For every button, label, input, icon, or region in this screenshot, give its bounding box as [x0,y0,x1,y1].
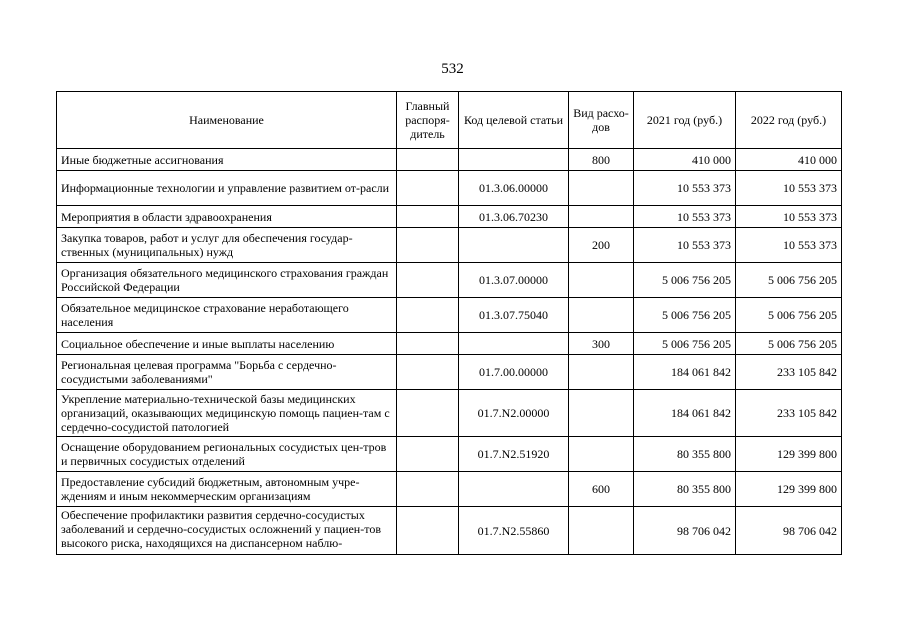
row-expense-type-cell: 800 [569,149,634,171]
row-expense-type-cell [569,263,634,298]
table-body [57,149,842,555]
table-row [57,228,842,263]
header-expense-type: Вид расхо-дов [569,92,634,149]
row-year-2022-cell: 233 105 842 [736,355,842,390]
row-chief-administrator-cell [397,171,459,206]
header-chief-administrator: Главный распоря-дитель [397,92,459,149]
row-expense-type-cell: 600 [569,472,634,507]
header-name: Наименование [57,92,397,149]
row-name-cell: Информационные технологии и управление развитием от-расли [57,171,397,206]
row-year-2022-cell: 129 399 800 [736,472,842,507]
row-year-2022-cell: 10 553 373 [736,228,842,263]
row-name-cell: Оснащение оборудованием региональных сосудистых цен-тров и первичных сосудистых отделений [57,437,397,472]
row-year-2021-cell: 184 061 842 [634,355,736,390]
row-target-code-cell: 01.3.07.00000 [459,263,569,298]
row-expense-type-cell [569,390,634,437]
row-name-cell: Предоставление субсидий бюджетным, автономным учре-ждениям и иным некоммерческим организациям [57,472,397,507]
table-row [57,472,842,507]
page-number: 532 [441,61,464,77]
row-chief-administrator-cell [397,206,459,228]
table-row [57,263,842,298]
row-chief-administrator-cell [397,437,459,472]
row-target-code-cell [459,228,569,263]
row-name-cell: Обеспечение профилактики развития сердечно-сосудистых заболеваний и сердечно-сосудистых осложнений у пациен-тов высокого риска, находящихся на диспансерном наблю- [57,507,397,555]
row-chief-administrator-cell [397,472,459,507]
row-year-2022-cell: 5 006 756 205 [736,298,842,333]
row-target-code-cell [459,149,569,171]
row-name-cell: Обязательное медицинское страхование неработающего населения [57,298,397,333]
header-target-code: Код целевой статьи [459,92,569,149]
row-expense-type-cell: 200 [569,228,634,263]
table-row [57,507,842,555]
row-expense-type-cell [569,298,634,333]
row-name-cell: Закупка товаров, работ и услуг для обеспечения государ-ственных (муниципальных) нужд [57,228,397,263]
row-chief-administrator-cell [397,228,459,263]
table-row [57,298,842,333]
table-row [57,437,842,472]
header-year-2021: 2021 год (руб.) [634,92,736,149]
row-year-2022-cell: 410 000 [736,149,842,171]
row-year-2022-cell: 5 006 756 205 [736,263,842,298]
row-chief-administrator-cell [397,149,459,171]
row-expense-type-cell [569,171,634,206]
row-target-code-cell: 01.7.00.00000 [459,355,569,390]
row-year-2021-cell: 5 006 756 205 [634,298,736,333]
budget-table [56,91,842,555]
row-expense-type-cell [569,206,634,228]
row-target-code-cell: 01.7.N2.00000 [459,390,569,437]
row-expense-type-cell [569,507,634,555]
row-target-code-cell: 01.7.N2.51920 [459,437,569,472]
row-target-code-cell: 01.3.06.70230 [459,206,569,228]
row-name-cell: Региональная целевая программа "Борьба с сердечно-сосудистыми заболеваниями" [57,355,397,390]
row-chief-administrator-cell [397,390,459,437]
row-name-cell: Социальное обеспечение и иные выплаты населению [57,333,397,355]
table-row [57,390,842,437]
row-expense-type-cell [569,437,634,472]
row-year-2021-cell: 5 006 756 205 [634,263,736,298]
row-year-2021-cell: 80 355 800 [634,472,736,507]
table-row [57,149,842,171]
row-year-2021-cell: 10 553 373 [634,206,736,228]
row-year-2021-cell: 184 061 842 [634,390,736,437]
table-row [57,206,842,228]
row-year-2021-cell: 410 000 [634,149,736,171]
row-year-2022-cell: 10 553 373 [736,171,842,206]
row-target-code-cell: 01.3.07.75040 [459,298,569,333]
table-row [57,171,842,206]
row-target-code-cell: 01.7.N2.55860 [459,507,569,555]
row-name-cell: Укрепление материально-технической базы медицинских организаций, оказывающих медицинскую помощь пациен-там с сердечно-сосудистой патологией [57,390,397,437]
table-row [57,355,842,390]
row-year-2021-cell: 80 355 800 [634,437,736,472]
row-year-2021-cell: 5 006 756 205 [634,333,736,355]
row-expense-type-cell: 300 [569,333,634,355]
row-chief-administrator-cell [397,507,459,555]
row-year-2022-cell: 233 105 842 [736,390,842,437]
row-expense-type-cell [569,355,634,390]
row-chief-administrator-cell [397,355,459,390]
row-year-2021-cell: 98 706 042 [634,507,736,555]
row-target-code-cell [459,333,569,355]
row-name-cell: Иные бюджетные ассигнования [57,149,397,171]
row-chief-administrator-cell [397,298,459,333]
table-row [57,333,842,355]
row-chief-administrator-cell [397,263,459,298]
row-target-code-cell [459,472,569,507]
row-year-2022-cell: 10 553 373 [736,206,842,228]
row-year-2022-cell: 5 006 756 205 [736,333,842,355]
row-name-cell: Мероприятия в области здравоохранения [57,206,397,228]
row-name-cell: Организация обязательного медицинского страхования граждан Российской Федерации [57,263,397,298]
row-year-2021-cell: 10 553 373 [634,171,736,206]
row-year-2022-cell: 98 706 042 [736,507,842,555]
header-year-2022: 2022 год (руб.) [736,92,842,149]
row-year-2022-cell: 129 399 800 [736,437,842,472]
row-year-2021-cell: 10 553 373 [634,228,736,263]
row-chief-administrator-cell [397,333,459,355]
row-target-code-cell: 01.3.06.00000 [459,171,569,206]
table-header-row [57,92,842,149]
